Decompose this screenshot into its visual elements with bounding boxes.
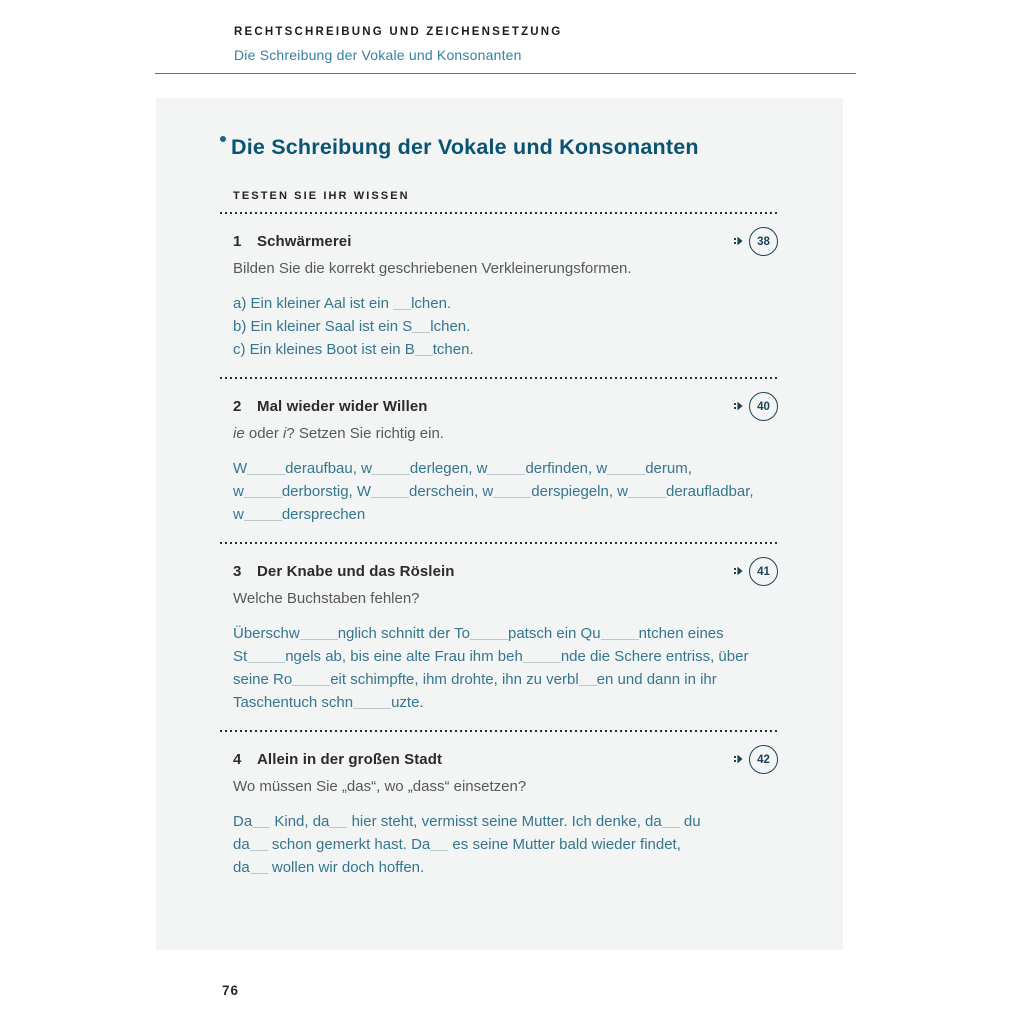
exercise-number: 3 [233, 562, 242, 580]
fill-blank [601, 629, 639, 640]
exercise-text [233, 622, 778, 714]
exercise-header [233, 227, 778, 256]
fill-blank [247, 652, 285, 663]
exercise-number: 1 [233, 232, 242, 250]
fill-blank [412, 322, 430, 333]
page-number: 76 [222, 983, 240, 998]
exercise-text-line: Da Kind, da hier steht, vermisst seine Mutter. Ich denke, da du [233, 813, 701, 830]
exercise-subtitle: Wo müssen Sie „das“, wo „dass“ einsetzen? [233, 778, 527, 795]
fill-blank [470, 629, 508, 640]
exercise-text-line: c) Ein kleines Boot ist ein B tchen. [233, 341, 474, 358]
running-head-kicker: RECHTSCHREIBUNG UND ZEICHENSETZUNG [234, 26, 563, 38]
fill-blank [371, 487, 409, 498]
exercise-text-line: da schon gemerkt hast. Da es seine Mutter bald wieder findet, [233, 836, 681, 853]
running-head-chapter: Die Schreibung der Vokale und Konsonanten [234, 47, 522, 63]
arrow-icon [734, 561, 743, 583]
fill-blank [300, 629, 338, 640]
exercise-header [233, 557, 778, 586]
answer-badge [734, 227, 778, 256]
fill-blank [579, 675, 597, 686]
fill-blank [415, 345, 433, 356]
fill-blank [244, 510, 282, 521]
badge-number: 38 [749, 227, 778, 256]
section-label: TESTEN SIE IHR WISSEN [233, 190, 410, 202]
fill-blank [607, 464, 645, 475]
content-panel [156, 98, 843, 950]
arrow-icon [734, 749, 743, 771]
badge-number: 41 [749, 557, 778, 586]
exercise-number: 4 [233, 750, 242, 768]
fill-blank [329, 817, 347, 828]
fill-blank [393, 299, 411, 310]
exercise-subtitle: ie oder i? Setzen Sie richtig ein. [233, 425, 444, 442]
ring-bullet-icon [220, 136, 226, 142]
exercise-subtitle: Welche Buchstaben fehlen? [233, 590, 420, 607]
exercise-text-line: seine Ro eit schimpfte, ihm drohte, ihn zu verbl en und dann in ihr [233, 671, 717, 688]
exercise-title: Schwärmerei [257, 232, 352, 250]
fill-blank [353, 698, 391, 709]
exercise-text [233, 810, 778, 879]
exercise-text-line: Überschw nglich schnitt der To patsch ein Qu ntchen eines [233, 625, 724, 642]
fill-blank [244, 487, 282, 498]
italic-text: ie [233, 425, 245, 442]
fill-blank [628, 487, 666, 498]
exercise-text [233, 457, 778, 526]
exercise-text-line: W deraufbau, w derlegen, w derfinden, w derum, [233, 460, 692, 477]
running-head [234, 26, 562, 63]
italic-text: i [283, 425, 287, 442]
badge-number: 40 [749, 392, 778, 421]
badge-number: 42 [749, 745, 778, 774]
exercise-text-line: Taschentuch schn uzte. [233, 694, 424, 711]
arrow-icon [734, 231, 743, 253]
fill-blank [250, 840, 268, 851]
exercise-title: Der Knabe und das Röslein [257, 562, 455, 580]
exercise-text-line: da wollen wir doch hoffen. [233, 859, 425, 876]
answer-badge [734, 557, 778, 586]
exercise-subtitle: Bilden Sie die korrekt geschriebenen Verkleinerungsformen. [233, 260, 632, 277]
exercise-text-line: w derborstig, W derschein, w derspiegeln, w deraufladbar, [233, 483, 754, 500]
exercise-text [233, 292, 778, 361]
page-title: Die Schreibung der Vokale und Konsonanten [231, 135, 699, 159]
exercise-list [220, 212, 778, 895]
exercise-text-line: w dersprechen [233, 506, 366, 523]
exercise-3 [220, 544, 778, 730]
fill-blank [247, 464, 285, 475]
fill-blank [372, 464, 410, 475]
header-rule [155, 73, 856, 74]
fill-blank [252, 817, 270, 828]
fill-blank [430, 840, 448, 851]
exercise-text-line: St ngels ab, bis eine alte Frau ihm beh nde die Schere entriss, über [233, 648, 749, 665]
arrow-icon [734, 396, 743, 418]
answer-badge [734, 392, 778, 421]
fill-blank [292, 675, 330, 686]
exercise-number: 2 [233, 397, 242, 415]
exercise-4 [220, 732, 778, 895]
exercise-title: Mal wieder wider Willen [257, 397, 428, 415]
exercise-2 [220, 379, 778, 542]
exercise-header [233, 392, 778, 421]
answer-badge [734, 745, 778, 774]
exercise-text-line: a) Ein kleiner Aal ist ein lchen. [233, 295, 452, 312]
exercise-header [233, 745, 778, 774]
title-row [220, 134, 778, 160]
exercise-1 [220, 214, 778, 377]
fill-blank [662, 817, 680, 828]
fill-blank [250, 863, 268, 874]
exercise-text-line: b) Ein kleiner Saal ist ein S lchen. [233, 318, 471, 335]
fill-blank [493, 487, 531, 498]
exercise-title: Allein in der großen Stadt [257, 750, 443, 768]
fill-blank [487, 464, 525, 475]
fill-blank [523, 652, 561, 663]
